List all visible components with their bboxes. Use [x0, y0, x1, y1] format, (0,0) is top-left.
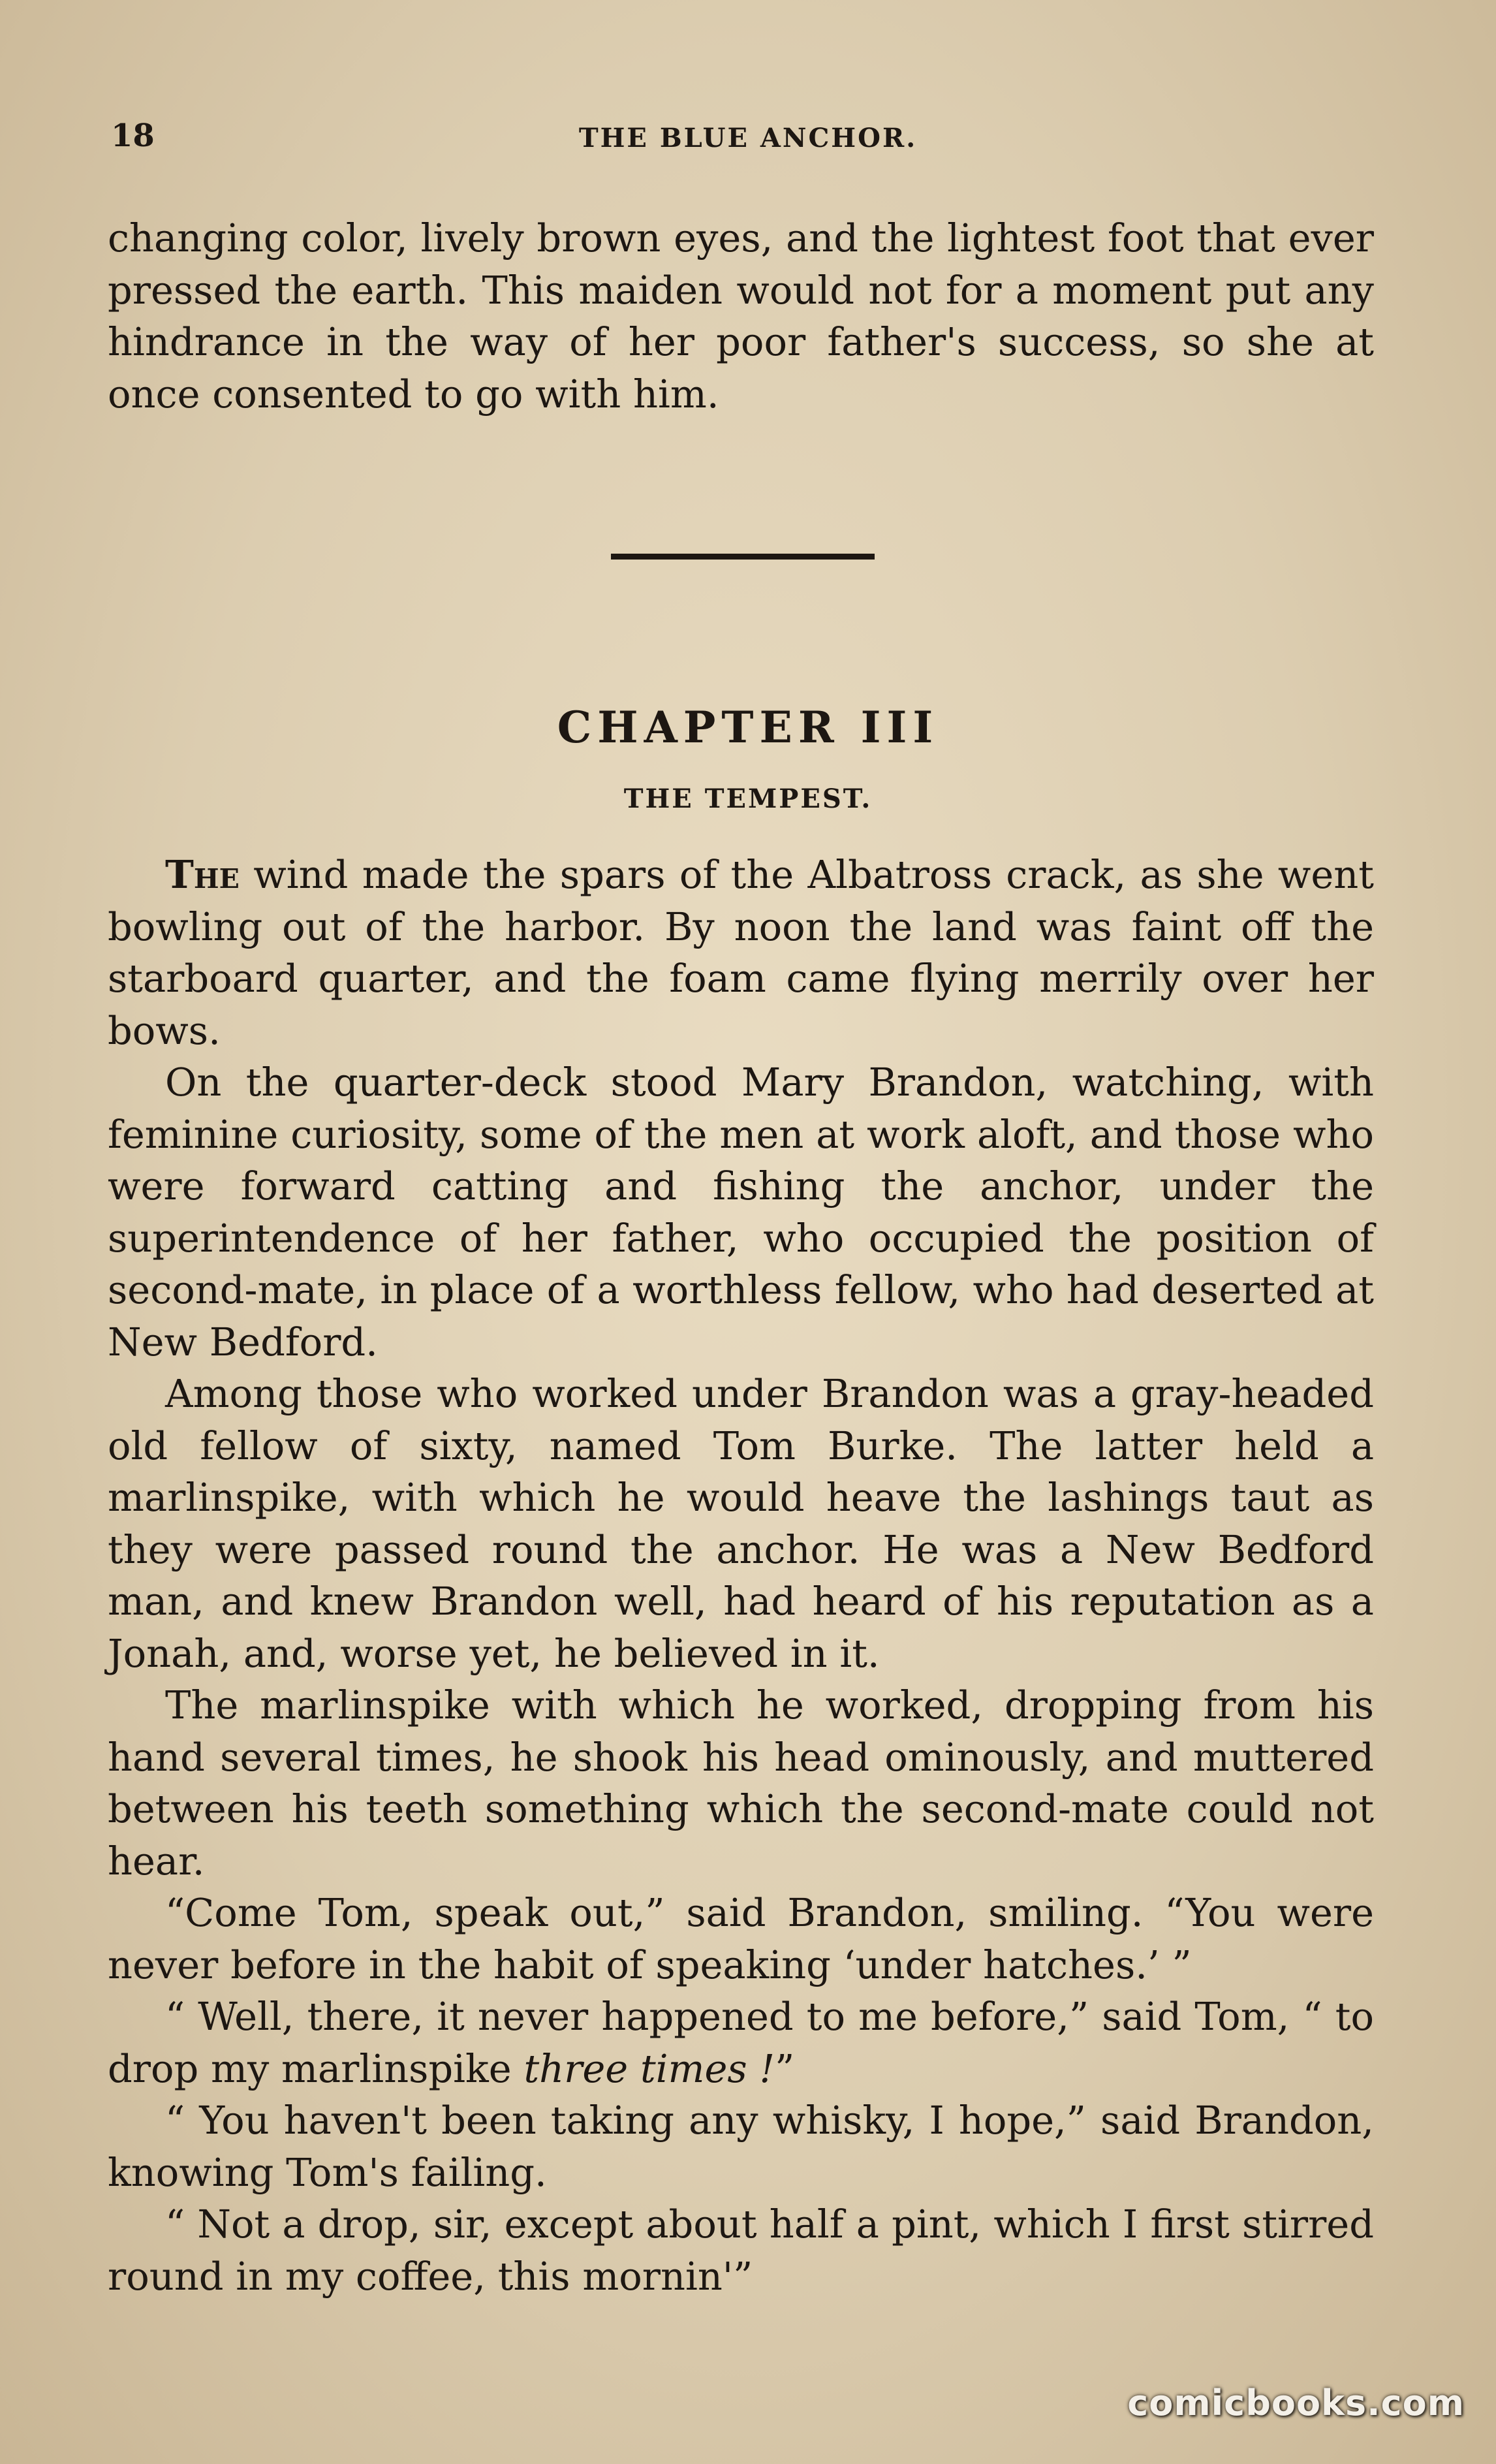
emphasis-text: three times !: [523, 2045, 775, 2091]
continued-text-block: [108, 212, 1374, 420]
paragraph-5: “Come Tom, speak out,” said Brandon, smiling. “You were never before in the habit of speaking ‘under hatches.’ ”: [108, 1890, 1374, 1987]
paragraph-text-end: ”: [775, 2045, 795, 2091]
watermark-text: comicbooks.com: [1127, 2382, 1465, 2424]
section-divider: [611, 554, 875, 560]
paragraph-2: On the quarter-deck stood Mary Brandon, watching, with feminine curiosity, some of the men at work aloft, and those who were forward catting and fishing the anchor, under the superintendence of her father, who occupied the position of second-mate, in place of a worthless fellow, who had deserted at New Bedford.: [108, 1060, 1374, 1365]
page-header: [111, 118, 1385, 163]
paragraph-8: “ Not a drop, sir, except about half a pint, which I first stirred round in my coffee, this mornin'”: [108, 2202, 1374, 2299]
chapter-subtitle: THE TEMPEST.: [623, 783, 873, 814]
paragraph-lead-word: The: [165, 852, 240, 897]
paragraph-6: [108, 1991, 1374, 2094]
paragraph-1: [108, 849, 1374, 1056]
chapter-body: [108, 849, 1374, 2302]
paragraph-7: “ You haven't been taking any whisky, I hope,” said Brandon, knowing Tom's failing.: [108, 2098, 1374, 2195]
paragraph-4: The marlinspike with which he worked, dropping from his hand several times, he shook his head ominously, and muttered between his teeth something which the second-mate could not hear.: [108, 1682, 1374, 1884]
paragraph-3: Among those who worked under Brandon was a gray-headed old fellow of sixty, named Tom Burke. The latter held a marlinspike, with which he would heave the lashings taut as they were passed round the anchor. He was a New Bedford man, and knew Brandon well, had heard of his reputation as a Jonah, and, worse yet, he believed in it.: [108, 1371, 1374, 1676]
page-number: 18: [111, 118, 155, 154]
chapter-title: CHAPTER III: [557, 702, 939, 753]
paragraph-text: “ Well, there, it never happened to me before,” said Tom, “ to drop my marlinspike: [108, 1994, 1374, 2091]
paragraph-text: wind made the spars of the Albatross crack, as she went bowling out of the harbor. By noon the land was faint off the starboard quarter, and the foam came flying merrily over her bows.: [108, 852, 1374, 1053]
continued-paragraph: changing color, lively brown eyes, and the lightest foot that ever pressed the earth. This maiden would not for a moment put any hindrance in the way of her poor father's success, so she at once consented to go with him.: [108, 215, 1374, 417]
running-title: THE BLUE ANCHOR.: [578, 123, 918, 153]
